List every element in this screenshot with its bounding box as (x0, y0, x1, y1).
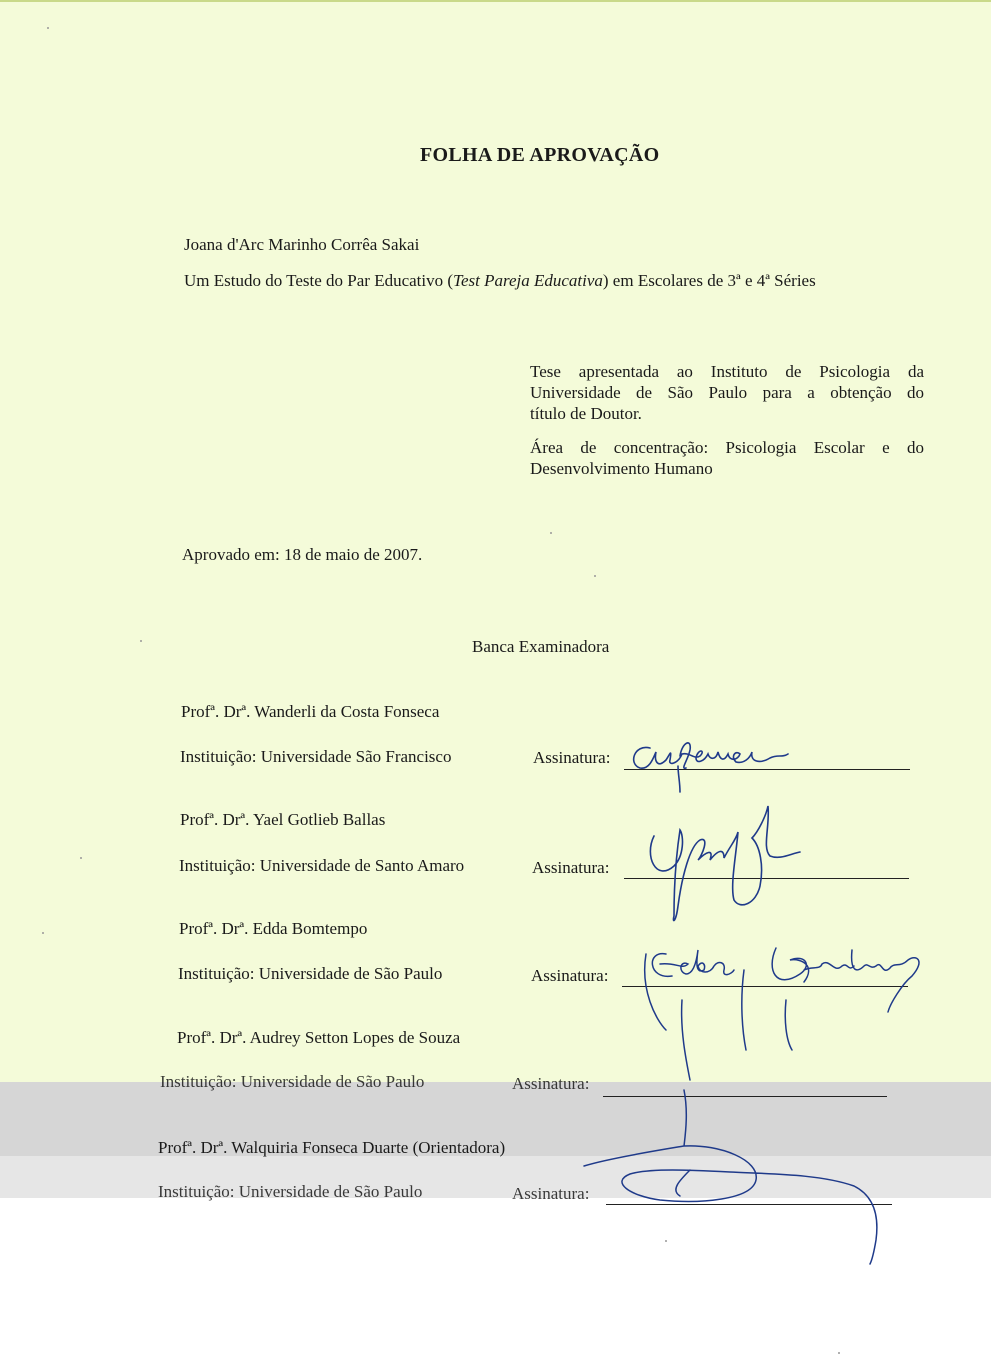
examiner-institution-2: Instituição: Universidade de Santo Amaro (179, 856, 465, 875)
scan-speck (42, 932, 44, 934)
page-title: FOLHA DE APROVAÇÃO (420, 144, 660, 166)
work-title-end: ) em Escolares de 3ª e 4ª Séries (602, 271, 816, 290)
scan-speck (80, 857, 82, 859)
examiner-name-1: Profª. Drª. Wanderli da Costa Fonseca (181, 702, 440, 721)
signature-label-2: Assinatura: (532, 858, 610, 877)
scan-speck (550, 532, 552, 534)
examiner-name-3: Profª. Drª. Edda Bomtempo (179, 919, 368, 938)
scan-speck (140, 640, 142, 642)
signature-label-5: Assinatura: (512, 1184, 590, 1203)
board-heading: Banca Examinadora (472, 637, 610, 656)
handwritten-signature-1 (620, 730, 820, 800)
work-title-start: Um Estudo do Teste do Par Educativo ( (184, 271, 454, 290)
work-title (184, 271, 816, 291)
concentration-area-line-2: Desenvolvimento Humano (530, 459, 713, 478)
work-title-italic: Test Pareja Educativa (453, 271, 603, 290)
handwritten-signature-2 (640, 796, 830, 936)
concentration-area (530, 437, 924, 479)
thesis-note-line-3: título de Doutor. (530, 404, 642, 423)
concentration-area-line-1: Área de concentração: Psicologia Escolar e do (530, 438, 924, 457)
thesis-note-line-2: Universidade de São Paulo para a obtenção do (530, 383, 924, 402)
signature-label-3: Assinatura: (531, 966, 609, 985)
examiner-institution-5: Instituição: Universidade de São Paulo (158, 1182, 423, 1201)
examiner-institution-3: Instituição: Universidade de São Paulo (178, 964, 443, 983)
examiner-institution-1: Instituição: Universidade São Francisco (180, 747, 452, 766)
scan-speck (665, 1240, 667, 1242)
examiner-institution-4: Instituição: Universidade de São Paulo (160, 1072, 425, 1091)
handwritten-signature-5 (570, 1070, 900, 1270)
signature-label-4: Assinatura: (512, 1074, 590, 1093)
scan-speck (47, 27, 49, 29)
approval-date: Aprovado em: 18 de maio de 2007. (182, 545, 423, 564)
thesis-note-line-1: Tese apresentada ao Instituto de Psicologia da (530, 362, 924, 381)
scan-speck (838, 1352, 840, 1354)
scan-speck (594, 575, 596, 577)
examiner-name-2: Profª. Drª. Yael Gotlieb Ballas (180, 810, 386, 829)
author-name: Joana d'Arc Marinho Corrêa Sakai (184, 235, 420, 254)
signature-label-1: Assinatura: (533, 748, 611, 767)
examiner-name-4: Profª. Drª. Audrey Setton Lopes de Souza (177, 1028, 461, 1047)
thesis-note (530, 361, 924, 424)
examiner-name-5: Profª. Drª. Walquiria Fonseca Duarte (Orientadora) (158, 1138, 506, 1157)
